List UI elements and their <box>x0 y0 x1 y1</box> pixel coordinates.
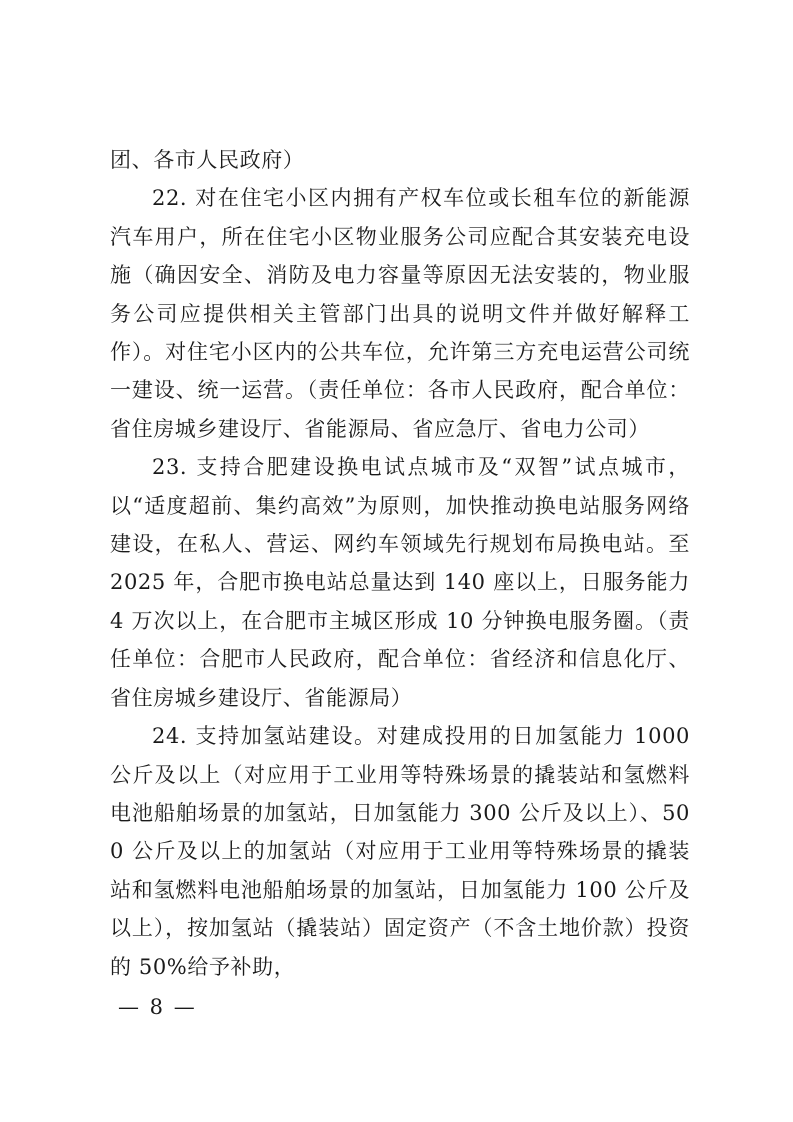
page-number: — 8 — <box>118 995 197 1019</box>
paragraph-item-24: 24. 支持加氢站建设。对建成投用的日加氢能力 1000 公斤及以上（对应用于工业用等特殊场景的撬装站和氢燃料电池船舶场景的加氢站，日加氢能力 300 公斤及以上）、500 公斤及以上的加氢站（对应用于工业用等特殊场景的撬装站和氢燃料电池船舶场景的加氢站，日加氢能力 100 公斤及以上），按加氢站（撬装站）固定资产（不含土地价款）投资的 50%给予补助， <box>110 724 690 979</box>
paragraph-item-22: 22. 对在住宅小区内拥有产权车位或长租车位的新能源汽车用户，所在住宅小区物业服务公司应配合其安装充电设施（确因安全、消防及电力容量等原因无法安装的，物业服务公司应提供相关主管部门出具的说明文件并做好解释工作）。对住宅小区内的公共车位，允许第三方充电运营公司统一建设、统一运营。（责任单位：各市人民政府，配合单位：省住房城乡建设厅、省能源局、省应急厅、省电力公司） <box>110 186 690 441</box>
paragraph-item-23: 23. 支持合肥建设换电试点城市及“双智”试点城市，以“适度超前、集约高效”为原则，加快推动换电站服务网络建设，在私人、营运、网约车领域先行规划布局换电站。至 2025 年，合肥市换电站总量达到 140 座以上，日服务能力 4 万次以上，在合肥市主城区形成 10 分钟换电服务圈。（责任单位：合肥市人民政府，配合单位：省经济和信息化厅、省住房城乡建设厅、省能源局） <box>110 455 690 710</box>
paragraph-continuation: 团、各市人民政府） <box>110 148 305 172</box>
document-body <box>110 141 690 986</box>
